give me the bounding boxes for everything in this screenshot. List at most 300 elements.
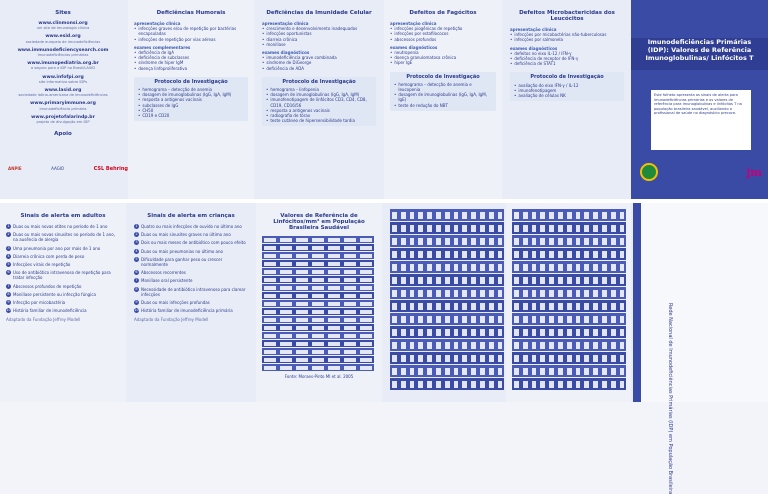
- table-cell: [567, 290, 572, 297]
- table-cell: [454, 225, 459, 232]
- table-cell: [523, 225, 528, 232]
- list-item-text: deficiência de subclasses: [138, 55, 190, 61]
- bullet-icon: •: [262, 55, 265, 61]
- table-cell: [593, 355, 598, 362]
- sponsor-anpie: ANPIE: [8, 166, 22, 171]
- table-cell: [593, 368, 598, 375]
- bullet-icon: •: [138, 107, 141, 113]
- alert-item-text: Uma pneumonia por ano por mais de 1 ano: [13, 245, 101, 251]
- table-row: [512, 313, 626, 325]
- site-description: um site de imunologia clínica: [36, 26, 90, 31]
- bullet-icon: •: [514, 87, 517, 93]
- table-cell: [418, 316, 423, 323]
- table-cell: [392, 251, 397, 258]
- table-row: [512, 365, 626, 377]
- table-cell: [523, 303, 528, 310]
- table-cell: [549, 329, 554, 336]
- table-cell: [489, 225, 494, 232]
- number-badge: 2: [135, 232, 138, 237]
- table-cell: [584, 368, 589, 375]
- celular-panel: [256, 0, 382, 199]
- table-cell: [462, 251, 467, 258]
- bullet-icon: •: [262, 60, 265, 66]
- table-cell: [611, 342, 616, 349]
- list-item-text: monilíase: [266, 41, 286, 47]
- table-cell: [344, 366, 356, 370]
- table-row: [512, 274, 626, 286]
- number-badge: 2: [7, 232, 10, 237]
- table-cell: [454, 368, 459, 375]
- table-cell: [410, 368, 415, 375]
- table-cell: [462, 329, 467, 336]
- celular-protocol-title: Protocolo de Investigação: [282, 78, 356, 85]
- table-row: [390, 261, 504, 273]
- humoral-protocol-b: [138, 97, 244, 118]
- site-url[interactable]: www.clinmonsi.org: [38, 21, 88, 26]
- list-item-text: infecções graves e/ou de repetição por bactérias encapsuladas: [138, 26, 237, 37]
- alert-item: [134, 232, 248, 237]
- table-cell: [410, 238, 415, 245]
- alerta-criancas-title: Sinais de alerta em crianças: [147, 213, 235, 219]
- table-cell: [462, 368, 467, 375]
- alert-item: [6, 300, 120, 305]
- table-cell: [360, 294, 372, 298]
- site-url[interactable]: www.primaryimmune.org: [30, 101, 96, 107]
- table-cell: [480, 355, 485, 362]
- table-cell: [296, 294, 308, 298]
- site-description: projeto de divulgação em IDP: [36, 120, 90, 125]
- table-cell: [418, 368, 423, 375]
- table-cell: [498, 212, 503, 219]
- table-cell: [480, 212, 485, 219]
- table-cell: [312, 326, 324, 330]
- table-row: [390, 274, 504, 286]
- table-cell: [427, 329, 432, 336]
- humoral-clinica-heading: apresentação clínica: [134, 21, 181, 26]
- sponsor-csl: CSL Behring: [93, 166, 128, 172]
- celular-clinica-heading: apresentação clínica: [262, 21, 309, 26]
- list-item-text: CH50: [142, 107, 154, 113]
- cover-text: Este folheto apresenta os sinais de alerta para imunodeficiências primárias e os valores de referência para imunoglobulinas e linfócitos T na população brasileira saudável, auxiliando o profissional de saúde no diagnóstico precoce.: [651, 90, 751, 150]
- table-cell: [454, 277, 459, 284]
- table-cell: [584, 264, 589, 271]
- table-cell: [602, 251, 607, 258]
- table-cell: [328, 334, 340, 338]
- table-cell: [576, 225, 581, 232]
- table-cell: [445, 212, 450, 219]
- table-cell: [480, 225, 485, 232]
- table-cell: [280, 254, 292, 258]
- table-cell: [392, 212, 397, 219]
- table-row: [390, 248, 504, 260]
- table-cell: [602, 238, 607, 245]
- table-cell: [523, 355, 528, 362]
- table-cell: [489, 368, 494, 375]
- table-cell: [602, 368, 607, 375]
- table-cell: [427, 212, 432, 219]
- table-cell: [264, 342, 276, 346]
- table-cell: [498, 329, 503, 336]
- table-cell: [312, 294, 324, 298]
- list-item-text: abscessos profundos: [394, 36, 437, 42]
- table-cell: [611, 368, 616, 375]
- table-cell: [328, 366, 340, 370]
- table-row: [390, 300, 504, 312]
- table-cell: [344, 318, 356, 322]
- table-cell: [471, 329, 476, 336]
- table-cell: [602, 264, 607, 271]
- table-cell: [620, 329, 625, 336]
- table-row: [390, 365, 504, 377]
- alerta-criancas-footer: Adaptado da Fundação Jeffrey Modell: [134, 317, 209, 323]
- ref-table-rotated-2: [506, 203, 631, 402]
- table-cell: [489, 316, 494, 323]
- bullet-icon: •: [266, 92, 269, 98]
- jm-logo-icon: jm: [746, 165, 762, 179]
- table-cell: [611, 290, 616, 297]
- humoral-clinica-list: [134, 26, 248, 42]
- table-cell: [392, 381, 397, 388]
- table-cell: [344, 310, 356, 314]
- table-cell: [344, 302, 356, 306]
- table-cell: [532, 212, 537, 219]
- table-cell: [401, 251, 406, 258]
- table-cell: [567, 329, 572, 336]
- alert-item: [134, 270, 248, 275]
- table-cell: [436, 303, 441, 310]
- table-cell: [436, 329, 441, 336]
- list-item-text: deficiência de ADA: [266, 65, 304, 71]
- table-cell: [427, 238, 432, 245]
- table-cell: [549, 303, 554, 310]
- table-cell: [523, 290, 528, 297]
- list-item-text: deficiência de STAT1: [514, 61, 556, 67]
- table-cell: [471, 238, 476, 245]
- humoral-title: Deficiências Humorais: [156, 10, 226, 16]
- table-cell: [567, 212, 572, 219]
- table-cell: [549, 342, 554, 349]
- sponsor-logos: [8, 166, 128, 172]
- table-cell: [418, 303, 423, 310]
- table-cell: [427, 368, 432, 375]
- table-cell: [471, 355, 476, 362]
- bullet-icon: •: [262, 31, 265, 37]
- table-cell: [489, 290, 494, 297]
- table-cell: [593, 342, 598, 349]
- list-item: [394, 103, 492, 108]
- table-cell: [344, 326, 356, 330]
- table-cell: [454, 303, 459, 310]
- table-cell: [264, 358, 276, 362]
- number-badge: 6: [7, 270, 10, 275]
- table-cell: [576, 290, 581, 297]
- table-cell: [418, 290, 423, 297]
- bullet-icon: •: [262, 65, 265, 71]
- table-cell: [480, 238, 485, 245]
- site-url[interactable]: www.esid.org: [45, 34, 81, 40]
- table-cell: [328, 318, 340, 322]
- table-row: [262, 364, 374, 371]
- table-cell: [593, 329, 598, 336]
- table-cell: [344, 350, 356, 354]
- list-item-text: hemograma – linfopenia: [270, 87, 319, 93]
- alerta-criancas-list: [134, 224, 248, 313]
- table-cell: [280, 286, 292, 290]
- table-cell: [418, 355, 423, 362]
- bullet-icon: •: [138, 102, 141, 108]
- bullet-icon: •: [134, 60, 137, 66]
- table-cell: [576, 277, 581, 284]
- table-cell: [264, 294, 276, 298]
- table-cell: [264, 350, 276, 354]
- table-cell: [264, 262, 276, 266]
- table-row: [262, 324, 374, 331]
- table-cell: [410, 277, 415, 284]
- table-cell: [523, 212, 528, 219]
- bullet-icon: •: [394, 81, 397, 87]
- table-cell: [462, 264, 467, 271]
- list-item: [510, 61, 624, 66]
- alerta-adultos-panel: [0, 203, 126, 402]
- table-cell: [418, 251, 423, 258]
- leucocitos-protocol: [510, 72, 624, 101]
- bullet-icon: •: [390, 26, 393, 32]
- bullet-icon: •: [134, 36, 137, 42]
- table-cell: [584, 277, 589, 284]
- table-cell: [410, 329, 415, 336]
- table-cell: [296, 350, 308, 354]
- table-cell: [401, 264, 406, 271]
- table-cell: [454, 355, 459, 362]
- table-cell: [445, 238, 450, 245]
- table-cell: [620, 212, 625, 219]
- table-cell: [280, 350, 292, 354]
- table-cell: [360, 326, 372, 330]
- alert-item-text: Abscessos recorrentes: [141, 270, 186, 276]
- table-cell: [280, 302, 292, 306]
- table-cell: [576, 303, 581, 310]
- number-badge: 10: [6, 308, 11, 313]
- table-cell: [558, 290, 563, 297]
- bullet-icon: •: [262, 41, 265, 47]
- table-row: [390, 209, 504, 221]
- table-cell: [392, 290, 397, 297]
- table-cell: [360, 262, 372, 266]
- list-item-text: dosagem de imunoglobulinas (IgG, IgA, IgM): [142, 92, 232, 98]
- bullet-icon: •: [394, 102, 397, 108]
- table-cell: [523, 381, 528, 388]
- list-item-text: dosagem de imunoglobulinas (IgG, IgA, IgM): [270, 92, 360, 98]
- bullet-icon: •: [266, 113, 269, 119]
- site-description: site informativo sobre IDPs: [38, 79, 88, 84]
- table-cell: [427, 355, 432, 362]
- alerta-criancas-panel: [128, 203, 254, 402]
- alert-item: [134, 249, 248, 254]
- number-badge: 5: [135, 256, 138, 261]
- table-cell: [514, 342, 519, 349]
- table-cell: [427, 251, 432, 258]
- back-cover: [633, 203, 768, 494]
- list-item: [390, 37, 496, 42]
- site-url[interactable]: www.projetofalarindp.br: [31, 114, 95, 120]
- list-item: [514, 93, 620, 98]
- table-cell: [584, 355, 589, 362]
- table-cell: [576, 355, 581, 362]
- table-cell: [445, 251, 450, 258]
- table-cell: [471, 225, 476, 232]
- site-url[interactable]: www.infofpi.org: [42, 74, 84, 80]
- alerta-adultos-list: [6, 224, 120, 313]
- table-cell: [514, 329, 519, 336]
- table-cell: [410, 251, 415, 258]
- table-cell: [462, 290, 467, 297]
- alert-item: [134, 278, 248, 283]
- table-cell: [312, 358, 324, 362]
- table-cell: [445, 264, 450, 271]
- bullet-icon: •: [390, 50, 393, 56]
- list-item-text: infecções por salmonela: [514, 37, 563, 43]
- table-cell: [344, 342, 356, 346]
- table-cell: [576, 329, 581, 336]
- table-cell: [410, 264, 415, 271]
- table-cell: [312, 366, 324, 370]
- table-cell: [264, 286, 276, 290]
- table-cell: [480, 316, 485, 323]
- table-cell: [480, 290, 485, 297]
- site-description: sociedade latino-americana de imunodeficiências: [18, 93, 108, 98]
- table-cell: [567, 264, 572, 271]
- table-row: [262, 268, 374, 275]
- fagocitos-clinica-heading: apresentação clínica: [390, 21, 437, 26]
- site-url[interactable]: www.immunodeficiencysearch.com: [17, 47, 109, 53]
- table-cell: [593, 290, 598, 297]
- table-cell: [489, 381, 494, 388]
- alert-item-text: Infecções virais de repetição: [13, 262, 71, 268]
- table-cell: [312, 302, 324, 306]
- site-description: imunodeficiências primárias: [37, 53, 89, 58]
- alert-item-text: Duas ou mais sinusites graves no último ano: [141, 232, 231, 238]
- list-item: [266, 118, 372, 123]
- list-item-text: imunofenotipagem de linfócitos CD3, CD4, CD8, CD19, CD16/56: [270, 97, 367, 108]
- list-item-text: resposta a antígenos vacinais: [142, 97, 202, 103]
- table-cell: [498, 381, 503, 388]
- table-row: [512, 222, 626, 234]
- table-cell: [540, 368, 545, 375]
- table-cell: [312, 350, 324, 354]
- table-cell: [532, 368, 537, 375]
- site-url[interactable]: www.lasid.org: [44, 88, 82, 94]
- table-cell: [454, 212, 459, 219]
- site-url[interactable]: www.imunopediatria.org.br: [27, 61, 99, 67]
- list-item: [134, 66, 248, 71]
- table-cell: [392, 264, 397, 271]
- table-cell: [558, 368, 563, 375]
- table-cell: [445, 316, 450, 323]
- table-cell: [344, 254, 356, 258]
- table-cell: [427, 264, 432, 271]
- leucocitos-clinica-heading: apresentação clínica: [510, 27, 557, 32]
- table-row: [512, 378, 626, 390]
- humoral-protocol-title: Protocolo de Investigação: [154, 78, 228, 85]
- table-cell: [427, 342, 432, 349]
- table-cell: [514, 290, 519, 297]
- table-cell: [611, 355, 616, 362]
- list-item-text: infecções de repetição por vias aéreas: [138, 36, 216, 42]
- table-cell: [593, 264, 598, 271]
- fagocitos-protocol: [390, 72, 496, 111]
- table-cell: [540, 303, 545, 310]
- table-cell: [344, 294, 356, 298]
- table-cell: [436, 264, 441, 271]
- celular-lab-list: [262, 55, 376, 71]
- table-cell: [360, 302, 372, 306]
- table-cell: [344, 246, 356, 250]
- table-cell: [532, 329, 537, 336]
- table-cell: [611, 238, 616, 245]
- table-cell: [523, 329, 528, 336]
- bullet-icon: •: [514, 93, 517, 99]
- list-item-text: infecções piogênicas de repetição: [394, 26, 463, 32]
- table-cell: [264, 310, 276, 314]
- list-item-text: teste cutâneo de hipersensibilidade tardia: [270, 118, 355, 124]
- table-cell: [328, 238, 340, 242]
- humoral-panel: [128, 0, 254, 199]
- table-cell: [558, 225, 563, 232]
- table-cell: [401, 303, 406, 310]
- table-cell: [436, 277, 441, 284]
- table-cell: [427, 303, 432, 310]
- table-cell: [567, 316, 572, 323]
- bullet-icon: •: [262, 26, 265, 32]
- table-cell: [620, 355, 625, 362]
- table-cell: [328, 342, 340, 346]
- table-cell: [296, 358, 308, 362]
- table-cell: [567, 303, 572, 310]
- table-cell: [602, 277, 607, 284]
- table-cell: [436, 381, 441, 388]
- table-row: [262, 348, 374, 355]
- table-cell: [584, 381, 589, 388]
- bullet-icon: •: [138, 97, 141, 103]
- table-cell: [558, 342, 563, 349]
- table-cell: [462, 355, 467, 362]
- alert-item-text: Duas ou mais infecções profundas: [141, 300, 210, 306]
- table-cell: [480, 329, 485, 336]
- table-cell: [360, 246, 372, 250]
- list-item-text: imunofenotipagem: [518, 87, 557, 93]
- table-cell: [436, 225, 441, 232]
- table-cell: [445, 355, 450, 362]
- table-cell: [567, 381, 572, 388]
- table-cell: [489, 355, 494, 362]
- table-cell: [540, 342, 545, 349]
- table-cell: [489, 238, 494, 245]
- list-item-text: doença linfoproliferativa: [138, 65, 188, 71]
- table-cell: [296, 334, 308, 338]
- leucocitos-panel: [504, 0, 630, 199]
- sites-list: [6, 21, 120, 125]
- table-cell: [514, 251, 519, 258]
- table-cell: [471, 381, 476, 388]
- table-cell: [558, 316, 563, 323]
- table-cell: [532, 355, 537, 362]
- fagocitos-protocol-title: Protocolo de Investigação: [406, 73, 480, 80]
- table-cell: [611, 303, 616, 310]
- table-cell: [312, 246, 324, 250]
- table-cell: [312, 238, 324, 242]
- fagocitos-panel: [384, 0, 502, 199]
- table-row: [390, 287, 504, 299]
